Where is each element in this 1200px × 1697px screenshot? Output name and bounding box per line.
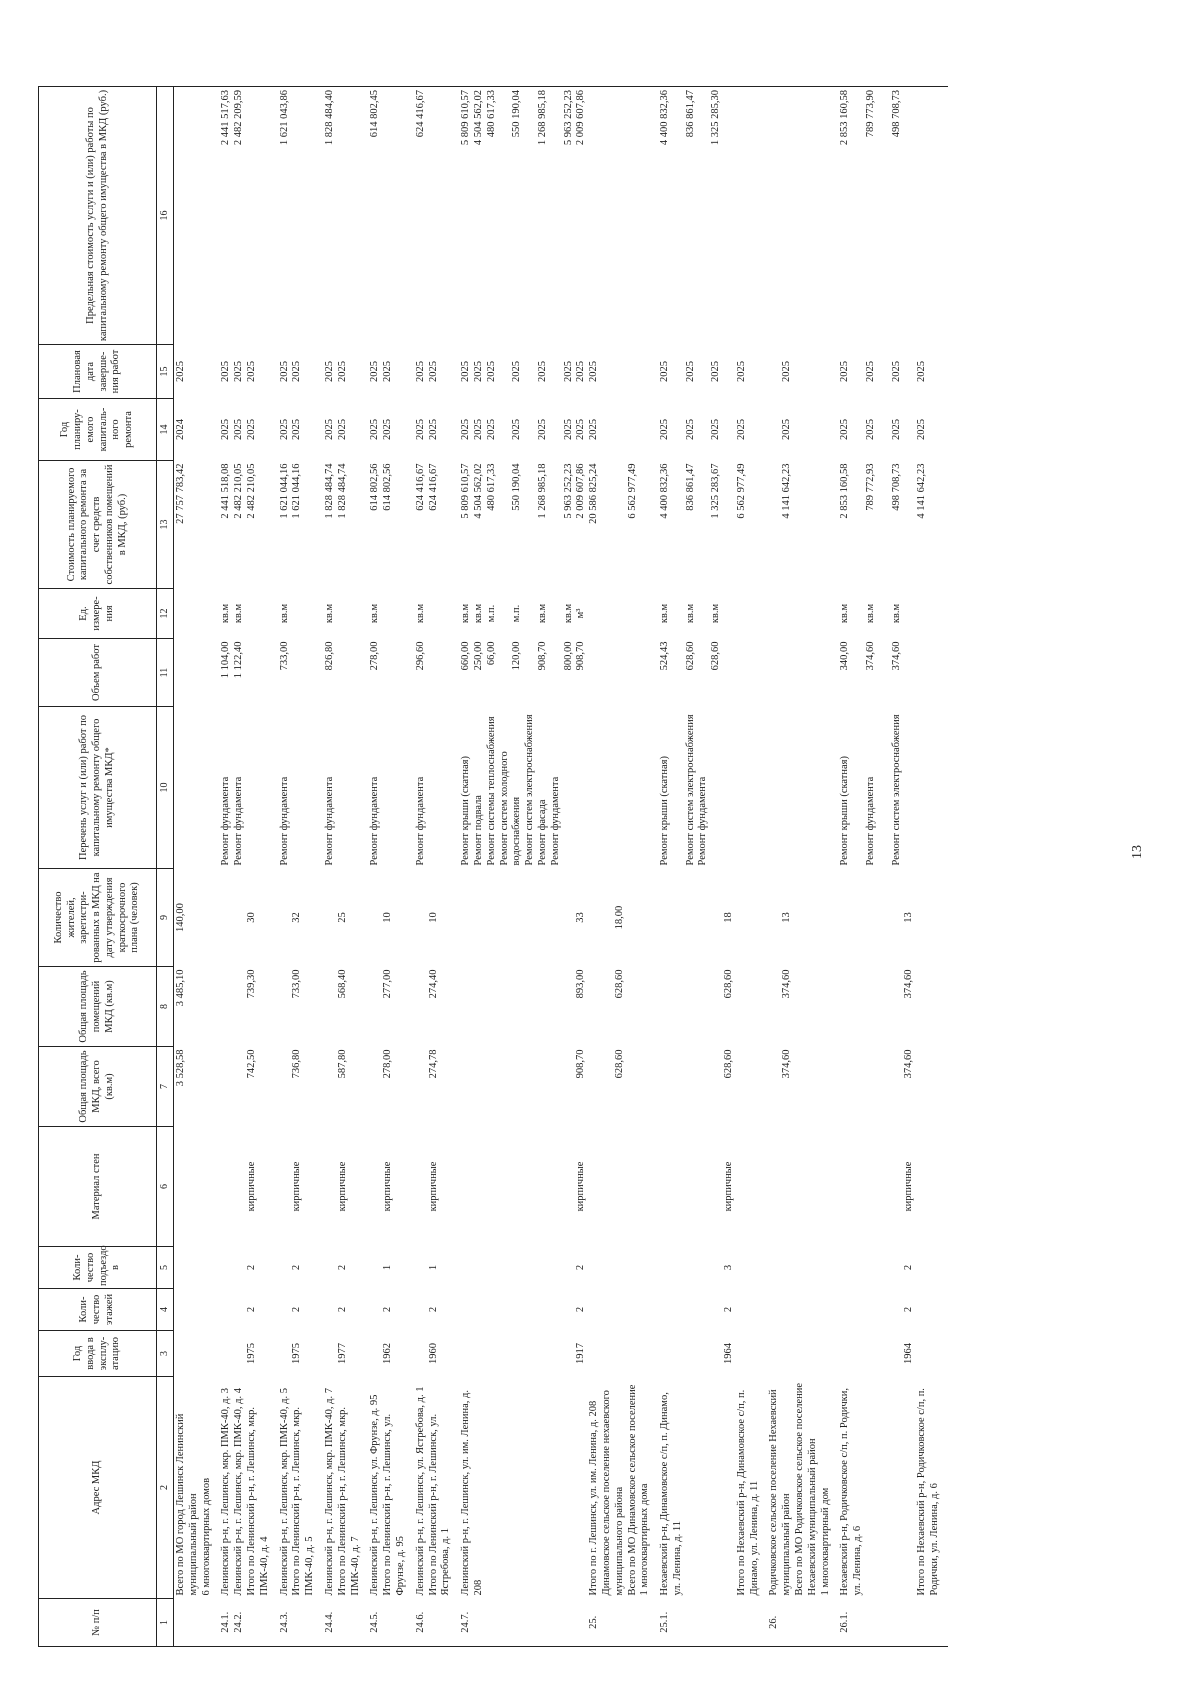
row-premises-area: 374,60 [781,969,793,999]
row-plan-year: 2024 [175,419,186,440]
column-number: 2 [157,1377,174,1599]
row-material: кирпичные [427,1161,439,1212]
row-number: 24.3. [278,1599,323,1647]
row-number: 24.4. [323,1599,368,1647]
row-floors: 2 [245,1306,257,1313]
row-volume: 296,60 [414,641,426,671]
row-total-area: 274,78 [427,1049,439,1079]
column-number: 6 [157,1127,174,1247]
row-cost: 1 621 044,16 1 621 044,16 [278,463,303,519]
table-body [174,87,948,1647]
row-limit-cost [174,87,220,345]
row-total-area: 374,60 [903,1049,915,1079]
row-residents: 33 18,00 [575,905,625,930]
row-works: Ремонт фундамента [369,776,381,866]
row-material: кирпичные [382,1161,394,1212]
row-premises-area: 274,40 [427,969,439,999]
column-number: 14 [157,399,174,461]
row-cost: 5 809 610,57 4 504 562,02 480 617,33 550 190,04 1 268 985,18 5 963 252,23 2 009 607,86 20 586 825,24 6 562 977,49 [460,463,638,524]
row-cost: 614 802,56 614 802,56 [369,463,394,511]
column-number: 10 [157,707,174,869]
row-unit: кв.м кв.м кв.м [659,603,722,624]
row-cost: 1 828 484,74 1 828 484,74 [323,463,348,519]
table-row [658,87,767,1647]
row-residents: 18 [723,912,735,923]
row-year [174,1331,220,1377]
row-number: 25.1. [658,1599,767,1647]
row-floors [174,1289,220,1331]
row-total-area: 3 528,58 [175,1049,186,1087]
column-number: 5 [157,1247,174,1289]
row-limit-cost: 2 441 517,63 2 482 209,59 [219,87,277,345]
row-plan-year: 2025 2025 2025 [220,419,257,440]
row-cost: 27 757 783,42 [175,463,186,524]
column-number: 16 [157,87,174,345]
table-row [368,87,413,1647]
row-unit: кв.м [278,603,290,624]
row-entrances [174,1247,220,1289]
row-year: 1975 [291,1343,303,1364]
column-number: 3 [157,1331,174,1377]
row-end-date: 2025 2025 2025 [220,361,257,382]
row-floors: 2 [903,1306,915,1313]
row-residents: 10 [427,912,439,923]
row-limit-cost: 2 853 160,58 789 773,90 498 708,73 [838,87,947,345]
row-unit: кв.м кв.м кв.м [839,603,902,624]
row-plan-year: 2025 2025 2025 2025 [839,419,928,440]
row-floors: 2 [382,1306,394,1313]
header-cell: Материал стен [39,1127,157,1247]
table-row [767,87,838,1647]
header-cell: Адрес МКД [39,1377,157,1599]
row-entrances: 2 [291,1264,303,1271]
row-unit [767,589,838,639]
row-cost: 4 400 832,36 836 861,47 1 325 283,67 6 562 977,49 [659,463,747,519]
row-works: Ремонт крыши (скатная) Ремонт подвала Ремонт системы теплоснабжения Ремонт систем холодного водоснабжения Ремонт систем электроснабжения Ремонт фасада Ремонт фундамента [460,714,561,866]
row-premises-area: 277,00 [382,969,394,999]
row-works: Ремонт крыши (скатная) Ремонт систем электроснабжения Ремонт фундамента [659,714,709,866]
header-cell: Объем работ [39,639,157,707]
row-premises-area: 893,00 628,60 [575,969,625,999]
row-total-area: 908,70 628,60 [575,1049,625,1079]
header-cell: Год ввода в эксплу-атацию [39,1331,157,1377]
row-volume: 826,80 [323,641,335,671]
row-works: Ремонт фундамента Ремонт фундамента [220,776,245,866]
row-plan-year: 2025 2025 [369,419,394,440]
row-number: 26.1. [838,1599,947,1647]
row-premises-area: 628,60 [723,969,735,999]
row-residents: 10 [382,912,394,923]
row-total-area: 587,80 [336,1049,348,1079]
row-total-area: 736,80 [291,1049,303,1079]
row-year: 1977 [336,1343,348,1364]
row-premises-area: 3 485,10 [175,969,186,1007]
table-row [838,87,947,1647]
row-address: Нехаевский р-н, Динамовское с/п, п. Динамо, ул. Ленина, д. 11 Итого по Нехаевский р-н, Динамовское с/п, п. Динамо, ул. Ленина, д. 11 [659,1389,760,1596]
row-plan-year: 2025 2025 [323,419,348,440]
row-plan-year: 2025 2025 [414,419,439,440]
row-entrances: 3 [723,1264,735,1271]
row-plan-year: 2025 2025 [278,419,303,440]
row-material: кирпичные [291,1161,303,1212]
row-floors: 2 [427,1306,439,1313]
row-material [174,1127,220,1247]
row-cost: 624 416,67 624 416,67 [414,463,439,511]
row-residents: 32 [291,912,303,923]
table-row [174,87,220,1647]
row-address: Ленинский р-н, г. Лешинск, мкр. ПМК-40, д. 3 Ленинский р-н, г. Лешинск, мкр. ПМК-40, д. 4 Итого по Ленинский р-н, г. Лешинск, мкр. ПМК-40, д. 4 [220,1388,270,1596]
row-material: кирпичные [575,1161,587,1212]
row-address: Ленинский р-н, г. Лешинск, ул. им. Ленина, д. 208 Итого по г. Лешинск, ул. им. Ленина, д. 208 Динамовское сельское поселение нехаевского муниципального района Всего по МО Динамовское сельское поселение 1 многоквартирных дома [460,1384,651,1596]
row-address: Ленинский р-н, г. Лешинск, ул. Ястребова, д. 1 Итого по Ленинский р-н, г. Лешинск, ул. Ястребова, д. 1 [414,1386,452,1596]
row-plan-year: 2025 2025 2025 2025 2025 2025 2025 2025 [460,419,600,440]
row-year: 1964 [723,1343,735,1364]
table-row [414,87,459,1647]
row-end-date: 2025 2025 [278,361,303,382]
row-works: Ремонт крыши (скатная) Ремонт фундамента Ремонт систем электроснабжения [839,714,902,866]
table-header [39,87,174,1647]
row-residents: 140,00 [175,903,186,932]
header-cell: Предельная стоимость услуги и (или) работы по капитальному ремонту общего имущества в МКД (руб.) [39,87,157,345]
page-number: 13 [1130,845,1145,859]
row-end-date: 2025 2025 [323,361,348,382]
row-year: 1962 [382,1343,394,1364]
table-row [459,87,658,1647]
table-row [219,87,277,1647]
row-end-date: 2025 2025 2025 2025 2025 2025 2025 2025 [460,361,600,382]
row-end-date: 2025 2025 2025 2025 [839,361,928,382]
row-unit [174,589,220,639]
column-number: 13 [157,461,174,589]
header-cell: Общая площадь помещений МКД (кв.м) [39,967,157,1047]
row-entrances: 2 [903,1264,915,1271]
row-entrances: 2 [575,1264,587,1271]
row-premises-area: 733,00 [291,969,303,999]
row-total-area: 374,60 [781,1049,793,1079]
row-works: Ремонт фундамента [323,776,335,866]
row-address: Ленинский р-н, г. Лешинск, ул. Фрунзе, д. 95 Итого по Ленинский р-н, г. Лешинск, ул. Фрунзе, д. 95 [369,1394,406,1596]
column-number: 9 [157,869,174,967]
row-address: Ленинский р-н, г. Лешинск, мкр. ПМК-40, д. 7 Итого по Ленинский р-н, г. Лешинск, мкр. ПМК-40, д. 7 [323,1388,361,1596]
row-premises-area: 739,30 [245,969,257,999]
row-floors [767,1289,838,1331]
row-year: 1975 [245,1343,257,1364]
row-volume: 660,00 250,00 66,00 120,00 908,70 800,00 908,70 [460,641,587,671]
row-number [174,1599,220,1647]
row-volume: 278,00 [369,641,381,671]
row-number: 24.5. [368,1599,413,1647]
row-entrances: 2 [245,1264,257,1271]
row-floors: 2 [723,1306,735,1313]
row-number: 24.7. 25. [459,1599,658,1647]
row-unit: кв.м кв.м м.п. м.п. кв.м кв.м м³ [460,603,587,624]
row-volume: 524,43 628,60 628,60 [659,641,722,671]
header-cell: № п/п [39,1599,157,1647]
table-row [278,87,323,1647]
row-unit: кв.м [323,603,335,624]
header-cell: Ед. измере-ния [39,589,157,639]
row-limit-cost [767,87,838,345]
row-cost: 2 853 160,58 789 772,93 498 708,73 4 141 642,23 [839,463,928,519]
header-cell: Общая площадь МКД, всего (кв.м) [39,1047,157,1127]
row-plan-year: 2025 2025 2025 2025 [659,419,747,440]
row-year: 1964 [903,1343,915,1364]
row-entrances [767,1247,838,1289]
row-material: кирпичные [336,1161,348,1212]
row-limit-cost: 1 828 484,40 [323,87,368,345]
row-limit-cost: 624 416,67 [414,87,459,345]
column-number: 12 [157,589,174,639]
header-cell: Количество жителей, зарегистри-рованных в МКД на дату утверждения краткосрочного плана (человек) [39,869,157,967]
column-number: 8 [157,967,174,1047]
row-limit-cost: 614 802,45 [368,87,413,345]
column-number: 1 [157,1599,174,1647]
row-volume: 733,00 [278,641,290,671]
row-material: кирпичные [723,1161,735,1212]
row-material: кирпичные [903,1161,915,1212]
header-cell: Перечень услуг и (или) работ по капитальному ремонту общего имущества МКД* [39,707,157,869]
row-volume [174,639,220,707]
row-works: Ремонт фундамента [278,776,290,866]
header-cell: Коли-чество этажей [39,1289,157,1331]
row-residents: 30 [245,912,257,923]
row-floors: 2 [575,1306,587,1313]
row-year: 1960 [427,1343,439,1364]
row-premises-area: 568,40 [336,969,348,999]
row-year: 1917 [575,1343,587,1364]
row-residents: 13 [903,912,915,923]
header-cell: Плановая дата заверше-ния работ [39,345,157,399]
row-works [174,707,220,869]
row-volume: 340,00 374,60 374,60 [839,641,902,671]
column-number: 4 [157,1289,174,1331]
row-entrances: 1 [382,1264,394,1271]
row-plan-year: 2025 [781,419,793,440]
header-cell: Коли-чество подъездо в [39,1247,157,1289]
repair-plan-table [38,86,948,1647]
row-residents: 13 [781,912,793,923]
repair-plan-table-wrapper [38,87,1108,1647]
row-end-date: 2025 2025 2025 2025 [659,361,747,382]
row-year [767,1331,838,1377]
row-address: Нехаевский р-н, Родичковское с/п, п. Родички, ул. Ленина, д. 6 Итого по Нехаевский р-н, Родичковское с/п, п. Родички, ул. Ленина, д. 6 [839,1388,941,1596]
row-total-area: 278,00 [382,1049,394,1079]
row-cost: 4 141 642,23 [781,463,793,519]
row-address: Всего по МО город Лешинск Ленинский муниципальный район 6 многоквартирных домов [175,1413,212,1596]
row-limit-cost: 4 400 832,36 836 861,47 1 325 285,30 [658,87,767,345]
row-end-date: 2025 2025 [414,361,439,382]
row-entrances: 2 [336,1264,348,1271]
row-total-area: 628,60 [723,1049,735,1079]
row-end-date: 2025 [781,361,793,382]
row-residents: 25 [336,912,348,923]
row-total-area: 742,50 [245,1049,257,1079]
row-premises-area: 374,60 [903,969,915,999]
header-cell: Стоимость планируемого капитального ремонта за счет средств собственников помещений в МКД, (руб.) [39,461,157,589]
row-number: 24.1. 24.2. [219,1599,277,1647]
column-number: 7 [157,1047,174,1127]
row-entrances: 1 [427,1264,439,1271]
row-limit-cost: 1 621 043,86 [278,87,323,345]
row-cost: 2 441 518,08 2 482 210,05 2 482 210,05 [220,463,257,519]
row-unit: кв.м [414,603,426,624]
row-end-date: 2025 2025 [369,361,394,382]
row-floors: 2 [291,1306,303,1313]
row-works: Ремонт фундамента [414,776,426,866]
row-volume [767,639,838,707]
row-unit: кв.м [369,603,381,624]
column-number: 11 [157,639,174,707]
row-volume: 1 104,00 1 122,40 [220,641,245,679]
row-material: кирпичные [245,1161,257,1212]
row-limit-cost: 5 809 610,57 4 504 562,02 480 617,33 550 190,04 1 268 985,18 5 963 252,23 2 009 607,86 [459,87,658,345]
row-works [767,707,838,869]
row-material [767,1127,838,1247]
row-unit: кв.м кв.м [220,603,245,624]
header-cell: Год планиру-емого капиталь-ного ремонта [39,399,157,461]
column-number-row [157,87,174,1647]
row-address: Ленинский р-н, г. Лешинск, мкр. ПМК-40, д. 5 Итого по Ленинский р-н, г. Лешинск, мкр. ПМК-40, д. 5 [278,1388,316,1596]
table-row [323,87,368,1647]
row-end-date: 2025 [175,361,186,382]
row-number: 24.6. [414,1599,459,1647]
row-number: 26. [767,1599,838,1647]
row-address: Родичковское сельское поселение Нехаевский муниципальный район Всего по МО Родичковское сельское поселение Нехаевский муниципальный район 1 многоквартирный дом [768,1382,831,1596]
column-number: 15 [157,345,174,399]
row-floors: 2 [336,1306,348,1313]
